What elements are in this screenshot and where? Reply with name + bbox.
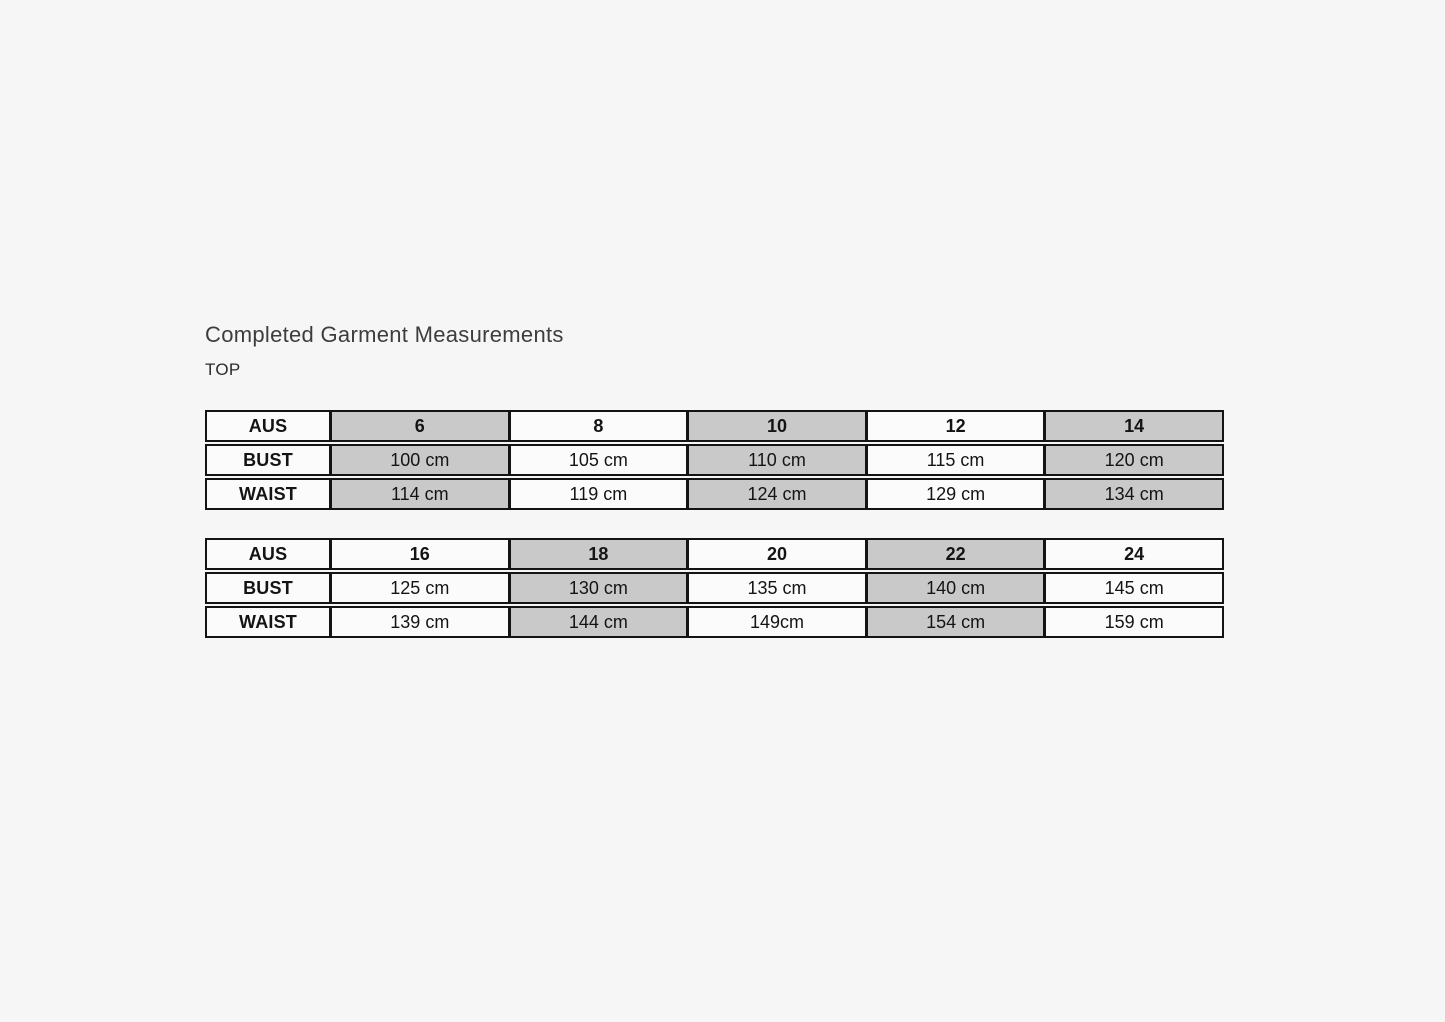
size-header-cell: 8 (508, 412, 687, 440)
size-header-cell: 20 (686, 540, 865, 568)
waist-value-cell: 129 cm (865, 480, 1044, 508)
bust-value-cell: 125 cm (329, 574, 508, 602)
waist-value-cell: 159 cm (1043, 608, 1222, 636)
bust-value-cell: 130 cm (508, 574, 687, 602)
size-header-cell: 6 (329, 412, 508, 440)
size-header-cell: 18 (508, 540, 687, 568)
waist-value-cell: 144 cm (508, 608, 687, 636)
bust-value-cell: 140 cm (865, 574, 1044, 602)
table-row-bust (205, 572, 1224, 604)
row-label-aus: AUS (248, 415, 288, 436)
bust-value-cell: 115 cm (865, 446, 1044, 474)
size-header-cell: 10 (686, 412, 865, 440)
waist-value-cell: 134 cm (1043, 480, 1222, 508)
table-row-bust (205, 444, 1224, 476)
page-title: Completed Garment Measurements (205, 322, 564, 347)
row-label-waist: WAIST (239, 483, 297, 504)
size-header-cell: 22 (865, 540, 1044, 568)
table-row-waist (205, 478, 1224, 510)
waist-value-cell: 154 cm (865, 608, 1044, 636)
waist-value-cell: 139 cm (329, 608, 508, 636)
table-row-sizes (205, 410, 1224, 442)
waist-value-cell: 149cm (686, 608, 865, 636)
size-table-aus-6-14 (205, 410, 1224, 510)
bust-value-cell: 135 cm (686, 574, 865, 602)
row-label-waist: WAIST (239, 611, 297, 632)
table-row-waist (205, 606, 1224, 638)
bust-value-cell: 110 cm (686, 446, 865, 474)
size-table-aus-16-24 (205, 538, 1224, 638)
bust-value-cell: 105 cm (508, 446, 687, 474)
size-header-cell: 14 (1043, 412, 1222, 440)
size-header-cell: 16 (329, 540, 508, 568)
size-header-cell: 12 (865, 412, 1044, 440)
table-row-sizes (205, 538, 1224, 570)
garment-type-label: TOP (205, 360, 241, 379)
bust-value-cell: 100 cm (329, 446, 508, 474)
row-label-bust: BUST (243, 449, 293, 470)
waist-value-cell: 124 cm (686, 480, 865, 508)
bust-value-cell: 145 cm (1043, 574, 1222, 602)
row-label-aus: AUS (248, 543, 288, 564)
row-label-bust: BUST (243, 577, 293, 598)
bust-value-cell: 120 cm (1043, 446, 1222, 474)
waist-value-cell: 114 cm (329, 480, 508, 508)
size-header-cell: 24 (1043, 540, 1222, 568)
waist-value-cell: 119 cm (508, 480, 687, 508)
